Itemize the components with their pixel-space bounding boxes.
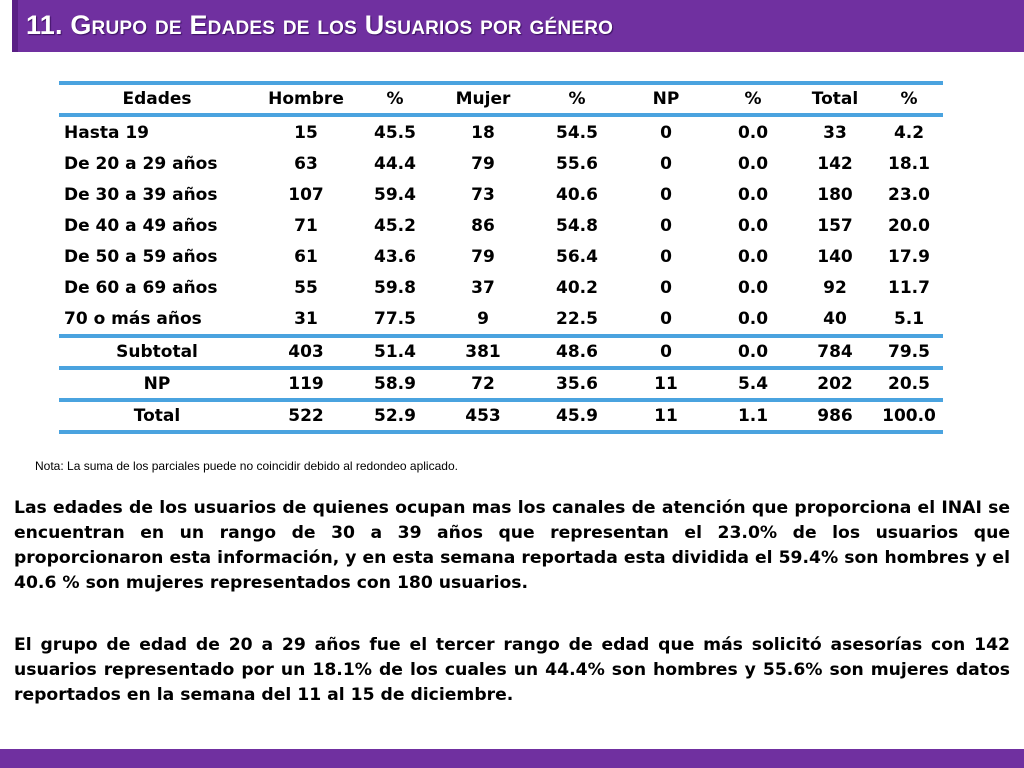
table-cell: 5.4 <box>711 368 795 400</box>
table-cell: 18 <box>471 122 495 143</box>
table-cell: 0 <box>660 122 672 143</box>
age-gender-table <box>59 81 943 434</box>
table-cell: 22.5 <box>556 308 598 329</box>
table-cell: 61 <box>294 246 318 267</box>
table-cell: 453 <box>433 400 533 432</box>
table-row <box>59 115 943 148</box>
table-cell: 0 <box>621 336 711 368</box>
column-header: Hombre <box>255 83 357 115</box>
table-cell: 0.0 <box>737 246 769 267</box>
table-cell: 51.4 <box>357 336 433 368</box>
table-cell: 119 <box>255 368 357 400</box>
table-row <box>59 303 943 336</box>
age-gender-table-container <box>59 81 943 434</box>
table-cell: 17.9 <box>888 246 930 267</box>
table-cell: 59.8 <box>374 277 416 298</box>
table-cell: 0.0 <box>737 122 769 143</box>
table-cell: 381 <box>433 336 533 368</box>
table-cell: 56.4 <box>556 246 598 267</box>
table-cell: 4.2 <box>893 122 925 143</box>
row-label: Total <box>59 400 255 432</box>
table-cell: 15 <box>294 122 318 143</box>
table-cell: 0 <box>660 246 672 267</box>
table-cell: 54.8 <box>556 215 598 236</box>
table-cell: 45.9 <box>533 400 621 432</box>
table-cell: 202 <box>795 368 875 400</box>
np-row <box>59 368 943 400</box>
table-row <box>59 148 943 179</box>
table-cell: 11 <box>621 368 711 400</box>
row-label: De 20 a 29 años <box>64 153 218 174</box>
table-cell: 0.0 <box>737 277 769 298</box>
table-cell: 45.2 <box>374 215 416 236</box>
table-cell: 58.9 <box>357 368 433 400</box>
row-label: De 40 a 49 años <box>64 215 218 236</box>
table-cell: 54.5 <box>556 122 598 143</box>
row-label: NP <box>59 368 255 400</box>
subtotal-row <box>59 336 943 368</box>
total-row <box>59 400 943 432</box>
table-cell: 79 <box>471 153 495 174</box>
table-cell: 55 <box>294 277 318 298</box>
table-cell: 40.6 <box>556 184 598 205</box>
table-cell: 43.6 <box>374 246 416 267</box>
table-cell: 79 <box>471 246 495 267</box>
table-cell: 0 <box>660 153 672 174</box>
table-cell: 59.4 <box>374 184 416 205</box>
table-cell: 73 <box>471 184 495 205</box>
column-header: % <box>533 83 621 115</box>
table-cell: 0 <box>660 308 672 329</box>
table-cell: 107 <box>288 184 324 205</box>
column-header: Mujer <box>433 83 533 115</box>
table-cell: 5.1 <box>893 308 925 329</box>
table-cell: 0 <box>660 277 672 298</box>
table-cell: 522 <box>255 400 357 432</box>
table-cell: 79.5 <box>875 336 943 368</box>
table-cell: 72 <box>433 368 533 400</box>
table-cell: 18.1 <box>888 153 930 174</box>
row-label: De 60 a 69 años <box>64 277 218 298</box>
summary-paragraph-2: El grupo de edad de 20 a 29 años fue el tercer rango de edad que más solicitó asesorías con 142 usuarios representado por un 18.1% de los cuales un 44.4% son hombres y 55.6% son mujeres datos reportados en la semana del 11 al 15 de diciembre. <box>14 635 1010 705</box>
table-cell: 55.6 <box>556 153 598 174</box>
table-cell: 37 <box>471 277 495 298</box>
table-row <box>59 179 943 210</box>
table-cell: 142 <box>817 153 853 174</box>
table-cell: 0.0 <box>737 308 769 329</box>
table-cell: 986 <box>795 400 875 432</box>
title-bar-accent <box>0 0 12 52</box>
table-cell: 784 <box>795 336 875 368</box>
column-header: Edades <box>59 83 255 115</box>
column-header: % <box>875 83 943 115</box>
table-cell: 71 <box>294 215 318 236</box>
title-bar <box>0 0 1024 52</box>
table-cell: 140 <box>817 246 853 267</box>
footer-bar <box>0 749 1024 768</box>
table-cell: 31 <box>294 308 318 329</box>
table-cell: 40.2 <box>556 277 598 298</box>
table-cell: 0.0 <box>737 184 769 205</box>
table-cell: 23.0 <box>888 184 930 205</box>
table-cell: 48.6 <box>533 336 621 368</box>
table-cell: 45.5 <box>374 122 416 143</box>
table-cell: 180 <box>817 184 853 205</box>
table-cell: 77.5 <box>374 308 416 329</box>
table-cell: 403 <box>255 336 357 368</box>
table-cell: 86 <box>471 215 495 236</box>
table-cell: 100.0 <box>875 400 943 432</box>
table-note: Nota: La suma de los parciales puede no coincidir debido al redondeo aplicado. <box>35 459 458 473</box>
row-label: Subtotal <box>59 336 255 368</box>
table-cell: 1.1 <box>711 400 795 432</box>
table-cell: 11 <box>621 400 711 432</box>
table-cell: 35.6 <box>533 368 621 400</box>
table-cell: 63 <box>294 153 318 174</box>
table-cell: 92 <box>823 277 847 298</box>
table-cell: 40 <box>823 308 847 329</box>
column-header: % <box>357 83 433 115</box>
table-cell: 9 <box>477 308 489 329</box>
table-cell: 20.5 <box>875 368 943 400</box>
table-row <box>59 210 943 241</box>
table-cell: 20.0 <box>888 215 930 236</box>
page-title: 11. Grupo de Edades de los Usuarios por género <box>26 10 614 40</box>
column-header: % <box>711 83 795 115</box>
table-cell: 0.0 <box>737 215 769 236</box>
summary-paragraph-1: Las edades de los usuarios de quienes ocupan mas los canales de atención que proporciona el INAI se encuentran en un rango de 30 a 39 años que representan el 23.0% de los usuarios que proporcionaron esta información, y en esta semana reportada esta dividida el 59.4% son hombres y el 40.6 % son mujeres representados con 180 usuarios. <box>14 498 1010 593</box>
table-cell: 0 <box>660 215 672 236</box>
table-cell: 11.7 <box>888 277 930 298</box>
table-row <box>59 241 943 272</box>
row-label: Hasta 19 <box>64 122 149 143</box>
column-header: Total <box>795 83 875 115</box>
row-label: 70 o más años <box>64 308 202 329</box>
table-cell: 0 <box>660 184 672 205</box>
row-label: De 30 a 39 años <box>64 184 218 205</box>
title-bar-accent-dark <box>12 0 18 52</box>
table-cell: 0.0 <box>711 336 795 368</box>
table-cell: 33 <box>823 122 847 143</box>
table-cell: 157 <box>817 215 853 236</box>
table-cell: 44.4 <box>374 153 416 174</box>
column-header: NP <box>621 83 711 115</box>
table-header-row <box>59 83 943 115</box>
table-cell: 52.9 <box>357 400 433 432</box>
table-cell: 0.0 <box>737 153 769 174</box>
table-row <box>59 272 943 303</box>
row-label: De 50 a 59 años <box>64 246 218 267</box>
